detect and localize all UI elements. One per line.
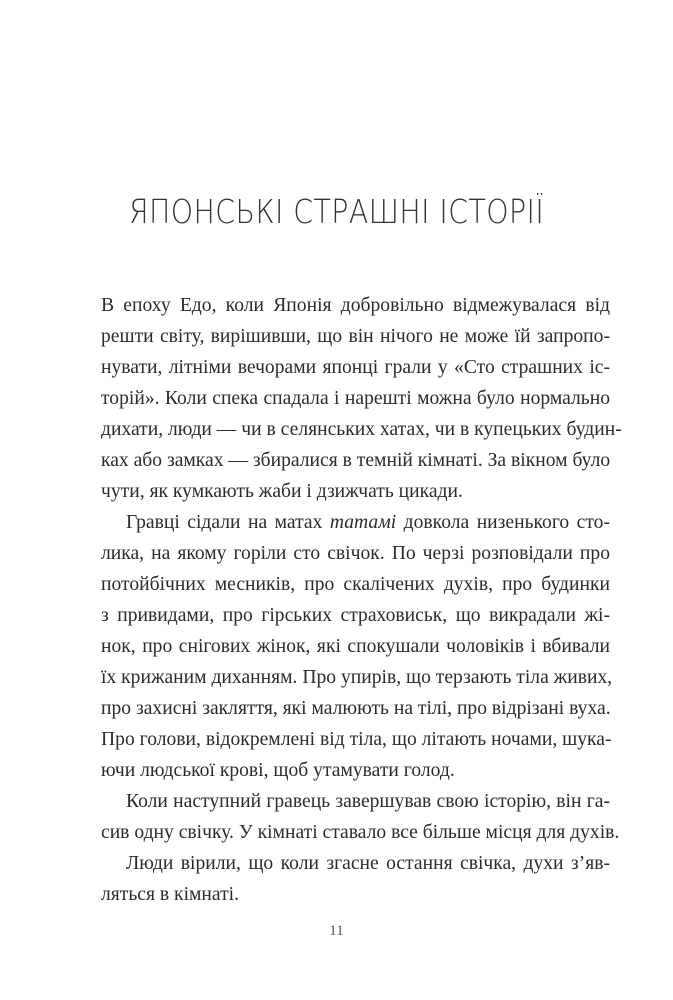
paragraph-4 bbox=[101, 848, 610, 910]
text-line: про захисні закляття, які малюють на тілі, про відрізані вуха. bbox=[101, 698, 611, 719]
text-line: ючи людської крові, щоб утамувати голод. bbox=[101, 760, 455, 781]
text-line bbox=[101, 507, 610, 538]
text-line: ках або замках — збиралися в темній кімнаті. За вікном було bbox=[101, 450, 611, 471]
body-text bbox=[101, 290, 622, 910]
text-line: потойбічних месників, про скалічених духів, про будинки bbox=[101, 574, 610, 595]
chapter-title: ЯПОНСЬКІ СТРАШНІ ІСТОРІЇ bbox=[128, 192, 545, 231]
text-line: лика, на якому горіли сто свічок. По черзі розповідали про bbox=[101, 543, 610, 564]
text-run: Гравці сідали на матах bbox=[126, 512, 330, 533]
text-line: В епоху Едо, коли Японія добровільно відмежувалася від bbox=[101, 295, 610, 316]
italic-term: татамі bbox=[329, 512, 397, 533]
text-line: їх крижаним диханням. Про упирів, що терзають тіла живих, bbox=[101, 667, 613, 688]
page-number: 11 bbox=[329, 923, 344, 939]
text-line: нувати, літніми вечорами японці грали у «Сто страшних іс- bbox=[101, 357, 610, 378]
text-line: Люди вірили, що коли згасне остання свічка, духи з’яв- bbox=[126, 853, 610, 874]
text-line: Коли наступний гравець завершував свою історію, він га- bbox=[126, 791, 610, 812]
text-line: сив одну свічку. У кімнаті ставало все більше місця для духів. bbox=[101, 822, 620, 843]
text-line: торій». Коли спека спадала і нарешті можна було нормально bbox=[101, 388, 610, 409]
text-line: з привидами, про гірських страховиськ, що викрадали жі- bbox=[101, 605, 610, 626]
text-line: нок, про снігових жінок, які спокушали чоловіків і вбивали bbox=[101, 636, 610, 657]
text-line: чути, як кумкають жаби і дзижчать цикади. bbox=[101, 481, 463, 502]
text-run: довкола низенького сто- bbox=[396, 512, 610, 533]
paragraph-2 bbox=[101, 507, 613, 786]
text-line: ляться в кімнаті. bbox=[101, 884, 239, 905]
text-line: Про голови, відокремлені від тіла, що літають ночами, шука- bbox=[101, 729, 612, 750]
paragraph-1 bbox=[101, 290, 622, 507]
paragraph-3 bbox=[101, 786, 620, 848]
text-line: дихати, люди — чи в селянських хатах, чи в купецьких будин- bbox=[101, 419, 622, 440]
text-line: решти світу, вирішивши, що він нічого не може їй запропо- bbox=[101, 326, 610, 347]
